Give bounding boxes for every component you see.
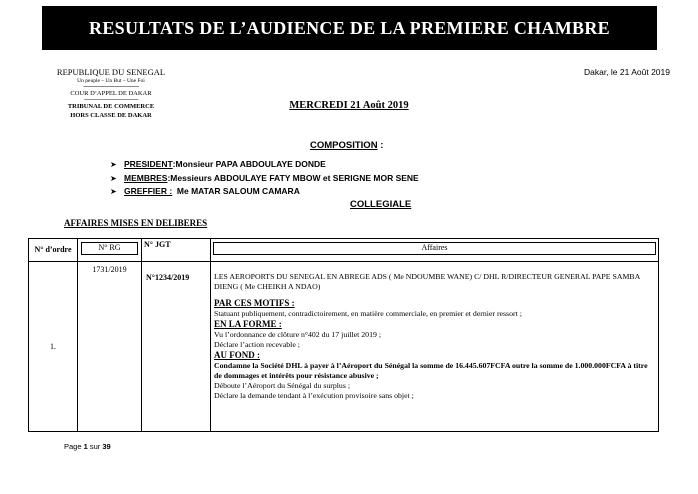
cell-jgt (142, 262, 211, 432)
member-row-members (110, 172, 419, 186)
letterhead-tribunal: TRIBUNAL DE COMMERCE (67, 103, 155, 111)
member-role: MEMBRES (124, 172, 168, 183)
table-header-row (29, 239, 659, 262)
case-parties: LES AEROPORTS DU SENEGAL EN ABREGE ADS ( Me NDOUMBE WANE) C/ DHL R/DIRECTEUR GENERAL PAPE SAMBA DIENG ( Me CHEIKH A NDAO) (214, 272, 640, 291)
motifs-heading: PAR CES MOTIFS : (214, 298, 295, 308)
letterhead-motto: Un peuple – Un But – Une Foi (77, 77, 145, 84)
cell-ordre: 1. (29, 262, 78, 432)
letterhead-tribunal-class: HORS CLASSE DE DAKAR (70, 111, 152, 119)
footer-page: 1 (83, 442, 88, 451)
member-names: Messieurs ABDOULAYE FATY MBOW et SERIGNE MOR SENE (170, 172, 419, 183)
dateline: Dakar, le 21 Août 2019 (583, 67, 670, 77)
banner-title: RESULTATS DE L’AUDIENCE DE LA PREMIERE CHAMBRE (89, 17, 610, 38)
section-title: AFFAIRES MISES EN DELIBERES (64, 218, 208, 228)
member-role: GREFFIER : (124, 186, 173, 196)
cell-affaires (211, 262, 659, 432)
member-role: PRESIDENT (124, 159, 173, 169)
member-row-president (110, 158, 419, 172)
header-jgt: N° JGT (142, 239, 211, 262)
rg-number: 1731/2019 (92, 265, 127, 274)
hearing-day-title: MERCREDI 21 Août 2019 (289, 100, 409, 111)
arrow-bullet-icon: ➤ (110, 187, 117, 196)
member-names: Monsieur PAPA ABDOULAYE DONDE (175, 159, 326, 169)
member-sep: : (167, 172, 171, 183)
footer-middle: sur (87, 442, 103, 451)
fond-line: Déclare la demande tendant à l’exécution provisoire sans objet ; (214, 391, 414, 400)
forme-heading: EN LA FORME : (214, 319, 282, 329)
member-row-greffier (110, 185, 419, 199)
forme-line: Déclare l’action recevable ; (214, 340, 300, 349)
page-footer (64, 442, 111, 451)
motifs-text: Statuant publiquement, contradictoirement, en matière commerciale, en premier et dernier ressort ; (214, 309, 522, 318)
arrow-bullet-icon: ➤ (110, 160, 117, 169)
composition-heading (310, 140, 383, 151)
cases-table (28, 238, 659, 432)
page-banner (42, 6, 657, 50)
letterhead-separator: ------------------------------------ (84, 97, 138, 104)
header-ordre: N° d’ordre (29, 239, 78, 262)
letterhead (55, 67, 167, 120)
member-sep: : (172, 159, 176, 169)
collegiale-label: COLLEGIALE (350, 199, 412, 210)
forme-line: Vu l’ordonnance de clôture n°402 du 17 juillet 2019 ; (214, 330, 381, 339)
footer-total: 39 (102, 442, 111, 451)
header-affaires: Affaires (211, 239, 659, 262)
fond-line: Condamne la Société DHL à payer à l’Aéroport du Sénégal la somme de 16.445.607FCFA outre la somme de 1.000.000FCFA à titre de dommages et intérêts pour résistance abusive ; (214, 361, 648, 380)
composition-suffix: : (377, 140, 384, 151)
member-names: Me MATAR SALOUM CAMARA (176, 186, 300, 196)
letterhead-separator: ------------------------------------- (83, 83, 139, 90)
letterhead-court-of-appeal: COUR D’APPEL DE DAKAR (70, 89, 152, 97)
letterhead-republic: REPUBLIQUE DU SENEGAL (56, 67, 166, 77)
fond-line: Déboute l’Aéroport du Sénégal du surplus ; (214, 381, 350, 390)
cell-rg (78, 262, 142, 432)
header-rg: N° RG (78, 239, 142, 262)
jgt-number: N°1234/2019 (146, 273, 190, 282)
table-row (29, 262, 659, 432)
fond-heading: AU FOND : (214, 350, 260, 360)
arrow-bullet-icon: ➤ (110, 173, 117, 183)
composition-label: COMPOSITION (310, 140, 378, 151)
composition-list (110, 158, 419, 199)
footer-prefix: Page (64, 442, 84, 451)
